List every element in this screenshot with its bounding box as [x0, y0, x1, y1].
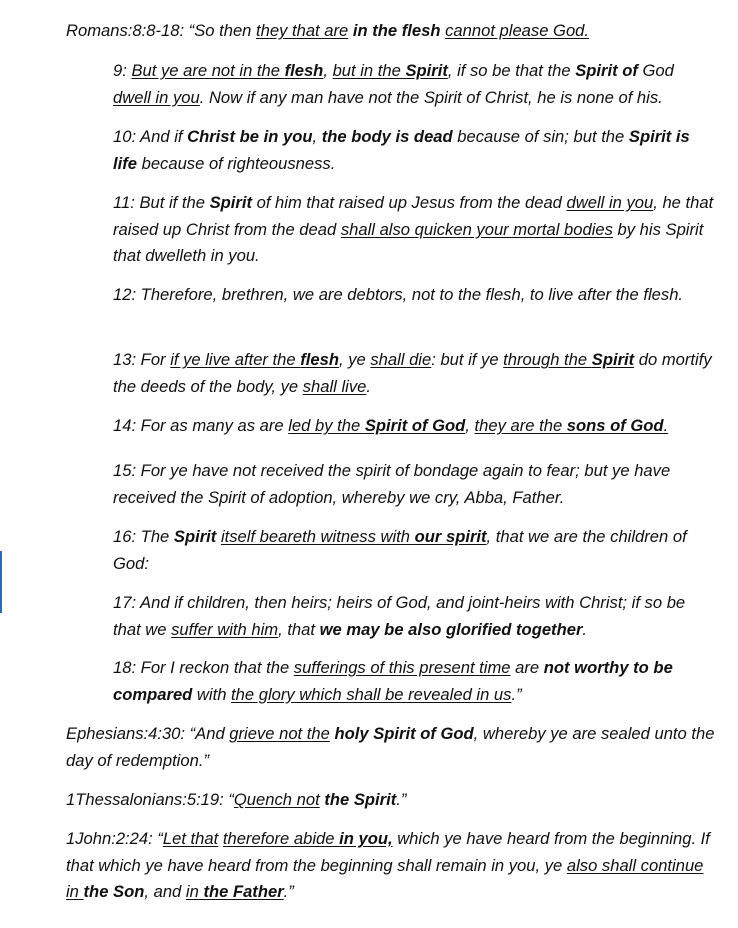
text-segment: 14: For as many as are: [113, 416, 289, 435]
text-segment: , if so be that the: [447, 61, 576, 80]
paragraph-verse-10: [113, 124, 716, 177]
text-segment: because of righteousness.: [136, 153, 336, 173]
bold-text: Spirit of: [575, 61, 638, 80]
paragraph-verse-15: [113, 458, 716, 511]
underlined-text: if ye live after the: [170, 350, 301, 369]
bold-text: Spirit is life: [113, 127, 690, 173]
text-segment: 15: For ye have not received the spirit of bondage again to fear; but ye have received the Spirit of adoption, whereby we cry, Abba, Father.: [113, 461, 671, 507]
underlined-text: .: [663, 416, 669, 435]
underlined-text: shall also quicken your mortal bodies: [340, 219, 613, 239]
bold-text: holy Spirit of God: [334, 724, 474, 743]
underlined-text: but in the: [332, 61, 406, 80]
text-segment: 12: Therefore, brethren, we are debtors, not to the flesh, to live after the flesh.: [113, 285, 684, 304]
bold-underlined-text: flesh: [300, 350, 339, 369]
text-segment: .”: [283, 882, 294, 901]
underlined-text: cannot please God.: [445, 21, 590, 40]
paragraph-ephesians-4-30: [66, 721, 716, 774]
text-segment: , whereby ye are sealed unto the day of redemption.”: [66, 724, 715, 770]
text-segment: Ephesians:4:30: “And: [66, 724, 230, 743]
underlined-text: shall die: [370, 350, 432, 369]
text-segment: Romans:8:8-18: “So then: [66, 21, 257, 40]
text-segment: God: [637, 61, 674, 80]
paragraph-verse-14: [113, 413, 716, 440]
text-segment: .”: [396, 790, 407, 809]
text-segment: : but if ye: [431, 350, 504, 369]
bold-underlined-text: our spirit: [414, 527, 487, 546]
underlined-text: therefore abide: [222, 829, 340, 848]
text-segment: of him that raised up Jesus from the dead: [251, 193, 567, 212]
text-segment: with: [192, 684, 232, 704]
bold-text: we may be also glorified together: [319, 619, 583, 639]
paragraph-verse-9: [113, 58, 716, 111]
underlined-text: suffer with him: [171, 619, 279, 639]
paragraph-verse-11: [113, 190, 716, 270]
paragraph-verse-16: [113, 524, 716, 577]
text-segment: 18: For I reckon that the: [113, 658, 294, 677]
text-segment: , and: [144, 882, 186, 901]
underlined-text: they that are: [256, 21, 349, 40]
text-segment: are: [510, 658, 544, 677]
paragraph-verse-12: [113, 282, 716, 309]
underlined-text: dwell in you: [113, 87, 200, 107]
text-segment: by his Spirit that dwelleth in you.: [113, 219, 704, 265]
bold-underlined-text: Spirit of God: [364, 416, 466, 435]
bold-text: Christ be in you: [187, 127, 313, 146]
bold-text: Spirit: [209, 193, 252, 212]
text-segment: do mortify the deeds of the body, ye: [113, 350, 712, 396]
underlined-text: in: [185, 882, 204, 901]
bold-underlined-text: the Father: [203, 882, 284, 901]
text-segment: 9:: [113, 61, 132, 80]
text-segment: , that we are the children of God:: [113, 527, 687, 573]
underlined-text: dwell in you: [566, 193, 654, 212]
left-edge-marker: [0, 551, 2, 613]
text-segment: 13: For: [113, 350, 171, 369]
paragraph-romans-8-8: [66, 18, 716, 45]
bold-underlined-text: in you,: [339, 829, 393, 848]
paragraph-verse-18: [113, 655, 716, 708]
text-segment: 11: But if the: [113, 193, 210, 212]
bold-text: Spirit: [173, 527, 217, 546]
text-segment: 1John:2:24: “: [66, 829, 163, 848]
underlined-text: Quench not: [233, 790, 320, 809]
bold-underlined-text: flesh: [284, 61, 324, 80]
text-segment: ,: [323, 61, 333, 80]
paragraph-verse-17: [113, 590, 716, 643]
text-segment: , that: [278, 619, 320, 639]
bold-text: the Spirit: [324, 790, 397, 809]
underlined-text: led by the: [288, 416, 365, 435]
text-segment: . Now if any man have not the Spirit of Christ, he is none of his.: [199, 87, 663, 107]
text-segment: 1Thessalonians:5:19: “: [66, 790, 234, 809]
text-segment: , he that raised up Christ from the dead: [113, 193, 714, 239]
underlined-text: through the: [503, 350, 592, 369]
underlined-text: the glory which shall be revealed in us: [231, 684, 512, 704]
paragraph-1thessalonians-5-19: [66, 787, 716, 814]
text-segment: ,: [465, 416, 475, 435]
bold-text: in the flesh: [352, 21, 441, 40]
bold-underlined-text: Spirit: [591, 350, 635, 369]
text-segment: 17: And if children, then heirs; heirs of God, and joint-heirs with Christ; if so be that we: [113, 593, 686, 639]
underlined-text: itself beareth witness with: [220, 527, 415, 546]
text-segment: ,: [312, 127, 322, 146]
text-segment: 10: And if: [113, 127, 188, 146]
text-segment: .: [582, 619, 588, 639]
bold-text: the body is dead: [321, 127, 453, 146]
text-segment: .: [366, 376, 371, 396]
underlined-text: sufferings of this present time: [293, 658, 511, 677]
underlined-text: they are the: [474, 416, 567, 435]
underlined-text: But ye are not in the: [131, 61, 285, 80]
underlined-text: Let that: [162, 829, 219, 848]
underlined-text: grieve not the: [229, 724, 330, 743]
text-segment: because of sin; but the: [452, 127, 629, 146]
bold-text: the Son: [83, 882, 145, 901]
paragraph-1john-2-24: [66, 826, 716, 906]
bold-text: not worthy to be compared: [113, 658, 673, 704]
bold-underlined-text: Spirit: [405, 61, 448, 80]
text-segment: .”: [511, 684, 522, 704]
text-segment: , ye: [338, 350, 371, 369]
underlined-text: shall live: [302, 376, 367, 396]
bold-underlined-text: sons of God: [566, 416, 664, 435]
text-segment: 16: The: [113, 527, 174, 546]
text-segment: which ye have heard from the beginning. If that which ye have heard from the beginning shall remain in you, ye: [66, 829, 710, 875]
paragraph-verse-13: [113, 347, 716, 400]
underlined-text: also shall continue in: [66, 855, 704, 901]
